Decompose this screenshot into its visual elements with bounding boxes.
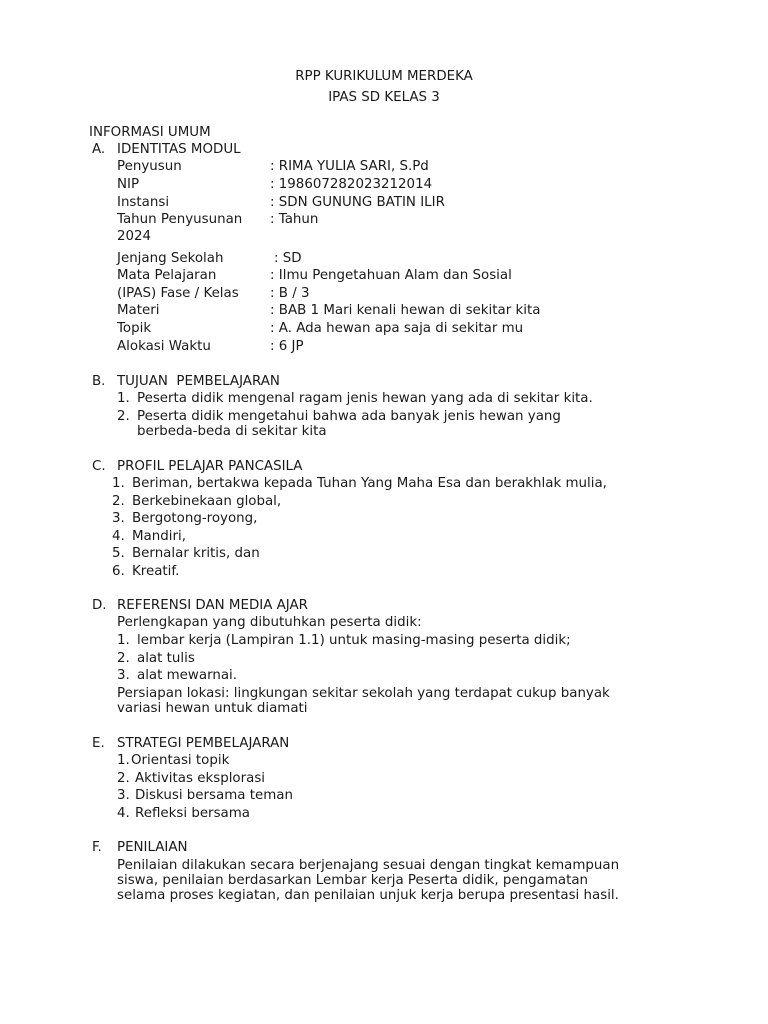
identity-value: : 6 JP [270,339,304,354]
list-item [112,475,607,493]
list-item [117,805,250,823]
location-text-line1: Persiapan lokasi: lingkungan sekitar sekolah yang terdapat cukup banyak [117,686,610,701]
list-text: Beriman, bertakwa kepada Tuhan Yang Maha Esa dan berakhlak mulia, [132,476,607,491]
list-number: 3. [112,511,125,526]
identity-label: (IPAS) Fase / Kelas [117,286,239,301]
list-item [112,510,257,528]
identity-value: : SD [274,251,302,266]
list-item [117,390,593,408]
identity-label: Penyusun [117,159,182,174]
list-item [117,667,237,685]
section-a-heading: IDENTITAS MODUL [117,142,241,157]
list-number: 4. [112,529,125,544]
list-number: 3. [117,788,130,803]
list-number: 1. [117,633,130,648]
list-item [112,528,186,546]
list-number: 4. [117,806,130,821]
identity-value: : A. Ada hewan apa saja di sekitar mu [270,321,524,336]
identity-value: : RIMA YULIA SARI, S.Pd [270,159,429,174]
identity-value: : 198607282023212014 [270,177,433,192]
identity-value: : BAB 1 Mari kenali hewan di sekitar kita [270,303,541,318]
section-e-letter: E. [92,736,105,751]
section-b-letter: B. [92,374,106,389]
list-text: Berkebinekaan global, [132,494,282,509]
list-text: lembar kerja (Lampiran 1.1) untuk masing-masing peserta didik; [137,633,571,648]
section-c-heading: PROFIL PELAJAR PANCASILA [117,459,303,474]
identity-label: Alokasi Waktu [117,339,211,354]
identity-label: Topik [117,321,152,336]
identity-value: : Ilmu Pengetahuan Alam dan Sosial [270,268,512,283]
list-text: Kreatif. [132,564,180,579]
assessment-text-line2: siswa, penilaian berdasarkan Lembar kerja Peserta didik, pengamatan [117,873,589,888]
list-item [117,752,229,770]
references-intro: Perlengkapan yang dibutuhkan peserta didik: [117,615,422,630]
section-f-heading: PENILAIAN [117,840,188,855]
identity-label: Mata Pelajaran [117,268,217,283]
section-a-letter: A. [92,142,106,157]
list-text-continued: berbeda-beda di sekitar kita [137,424,327,439]
list-number: 3. [117,668,130,683]
list-item [112,545,260,563]
document-title-line1: RPP KURIKULUM MERDEKA [295,69,473,84]
list-text: Peserta didik mengenal ragam jenis hewan yang ada di sekitar kita. [137,391,593,406]
identity-label: Instansi [117,195,170,210]
identity-label: NIP [117,177,140,192]
list-item [117,770,265,788]
list-number: 6. [112,564,125,579]
list-text: Peserta didik mengetahui bahwa ada banyak jenis hewan yang [137,409,561,424]
list-number: 2. [117,771,130,786]
list-number: 2. [117,651,130,666]
list-number: 5. [112,546,125,561]
list-number: 1. [117,391,130,406]
list-item [112,563,179,581]
list-text: Bergotong-royong, [132,511,258,526]
general-info-heading: INFORMASI UMUM [89,125,211,140]
list-number: 1. [112,476,125,491]
identity-value: : Tahun [270,212,319,227]
section-e-heading: STRATEGI PEMBELAJARAN [117,736,290,751]
section-d-heading: REFERENSI DAN MEDIA AJAR [117,598,308,613]
assessment-text-line1: Penilaian dilakukan secara berjenajang sesuai dengan tingkat kemampuan [117,858,620,873]
identity-value: : B / 3 [270,286,310,301]
identity-label: Materi [117,303,160,318]
identity-label: Tahun Penyusunan [117,212,243,227]
section-c-letter: C. [92,459,106,474]
list-text: Aktivitas eksplorasi [135,771,266,786]
list-text: Refleksi bersama [135,806,250,821]
identity-label: 2024 [117,229,152,244]
list-item [117,632,571,650]
list-text: alat mewarnai. [137,668,238,683]
list-text: Diskusi bersama teman [135,788,293,803]
identity-label: Jenjang Sekolah [117,251,224,266]
identity-value: : SDN GUNUNG BATIN ILIR [270,195,445,210]
list-item [117,650,195,668]
list-item [112,493,281,511]
section-b-heading: TUJUAN PEMBELAJARAN [117,374,280,389]
list-number: 1. [117,753,130,768]
list-number: 2. [117,409,130,424]
list-text: Orientasi topik [131,753,230,768]
section-d-letter: D. [92,598,107,613]
list-number: 2. [112,494,125,509]
assessment-text-line3: selama proses kegiatan, dan penilaian unjuk kerja berupa presentasi hasil. [117,888,619,903]
document-title-line2: IPAS SD KELAS 3 [328,90,440,105]
list-text: Mandiri, [132,529,186,544]
section-f-letter: F. [92,840,102,855]
list-text: Bernalar kritis, dan [132,546,260,561]
list-text: alat tulis [137,651,195,666]
location-text-line2: variasi hewan untuk diamati [117,701,308,716]
list-item [117,787,293,805]
